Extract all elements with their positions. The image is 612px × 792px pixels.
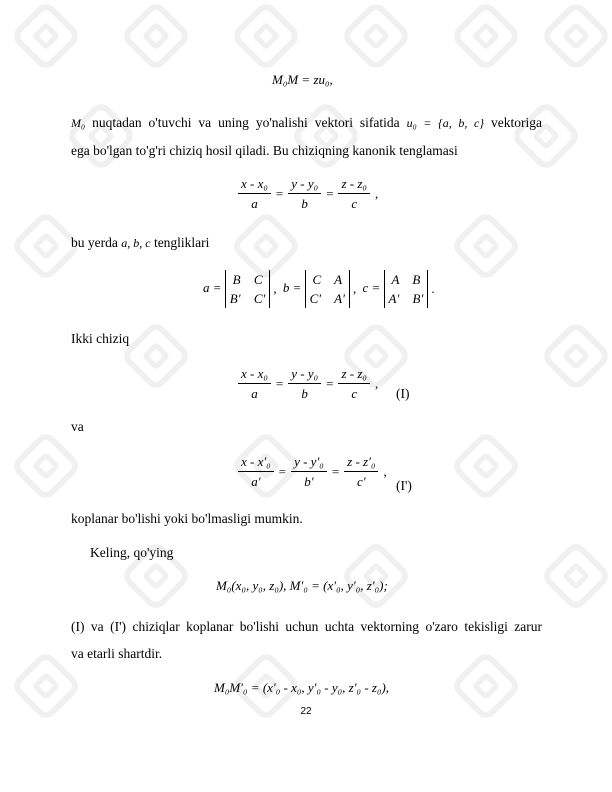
- formula-line-I: $\frac{\text{x - x₀}}{a}$ = $\frac{\text{y - y₀}}{b}$ = $\frac{\text{z - z₀}}{c}$ ,: [236, 366, 381, 402]
- paragraph-line: va: [71, 419, 84, 434]
- equation-number-I: (I): [396, 386, 410, 401]
- text-fragment: vektoriga: [491, 115, 543, 130]
- page-number: 22: [300, 706, 312, 717]
- paragraph-line: va etarli shartdir.: [71, 646, 163, 661]
- formula-line-point: M₀M = zu₀,: [272, 72, 333, 87]
- inline-math-u0: u₀ = {a, b, c}: [406, 116, 485, 130]
- inline-math-abc: a, b, c: [121, 236, 151, 250]
- formula-vector: M₀M′₀ = (x′₀ - x₀, y′₀ - y₀, z′₀ - z₀),: [214, 680, 390, 695]
- formula-determinants: a = B C B′ C′ , b = C A C′ A′ , c = A B A′ B′ .: [203, 272, 435, 306]
- paragraph-line: [71, 114, 542, 132]
- formula-line-I-prime: $\frac{\text{x - x′₀}}{a'}$ = $\frac{\text{y - y′₀}}{b'}$ = $\frac{\text{z - z′₀}}{c'}$ ,: [236, 454, 390, 490]
- paragraph-line: Ikki chiziq: [71, 331, 130, 346]
- paragraph-line: ega bo'lgan to'g'ri chiziq hosil qiladi. Bu chiziqning kanonik tenglamasi: [71, 143, 458, 158]
- paragraph-line: Keling, qo'ying: [90, 545, 174, 560]
- formula-points: M₀(x₀, y₀, z₀), M′₀ = (x′₀, y′₀, z′₀);: [216, 578, 388, 593]
- paragraph-line: koplanar bo'lishi yoki bo'lmasligi mumkin.: [71, 511, 303, 526]
- equation-number-I-prime: (I'): [396, 478, 412, 493]
- formula-canonical-equation: $\frac{\text{x - x₀}}{a}$ = $\frac{\text{y - y₀}}{b}$ = $\frac{\text{z - z₀}}{c}$ ,: [236, 176, 381, 212]
- inline-math-m0: M₀: [71, 116, 86, 130]
- text-fragment: nuqtadan o'tuvchi va uning yo'nalishi vektori sifatida: [92, 115, 400, 130]
- paragraph-line: (I) va (I') chiziqlar koplanar bo'lishi uchun uchta vektorning o'zaro tekisligi zarur: [71, 619, 542, 634]
- paragraph-line: bu yerda a, b, c tengliklari: [71, 235, 210, 250]
